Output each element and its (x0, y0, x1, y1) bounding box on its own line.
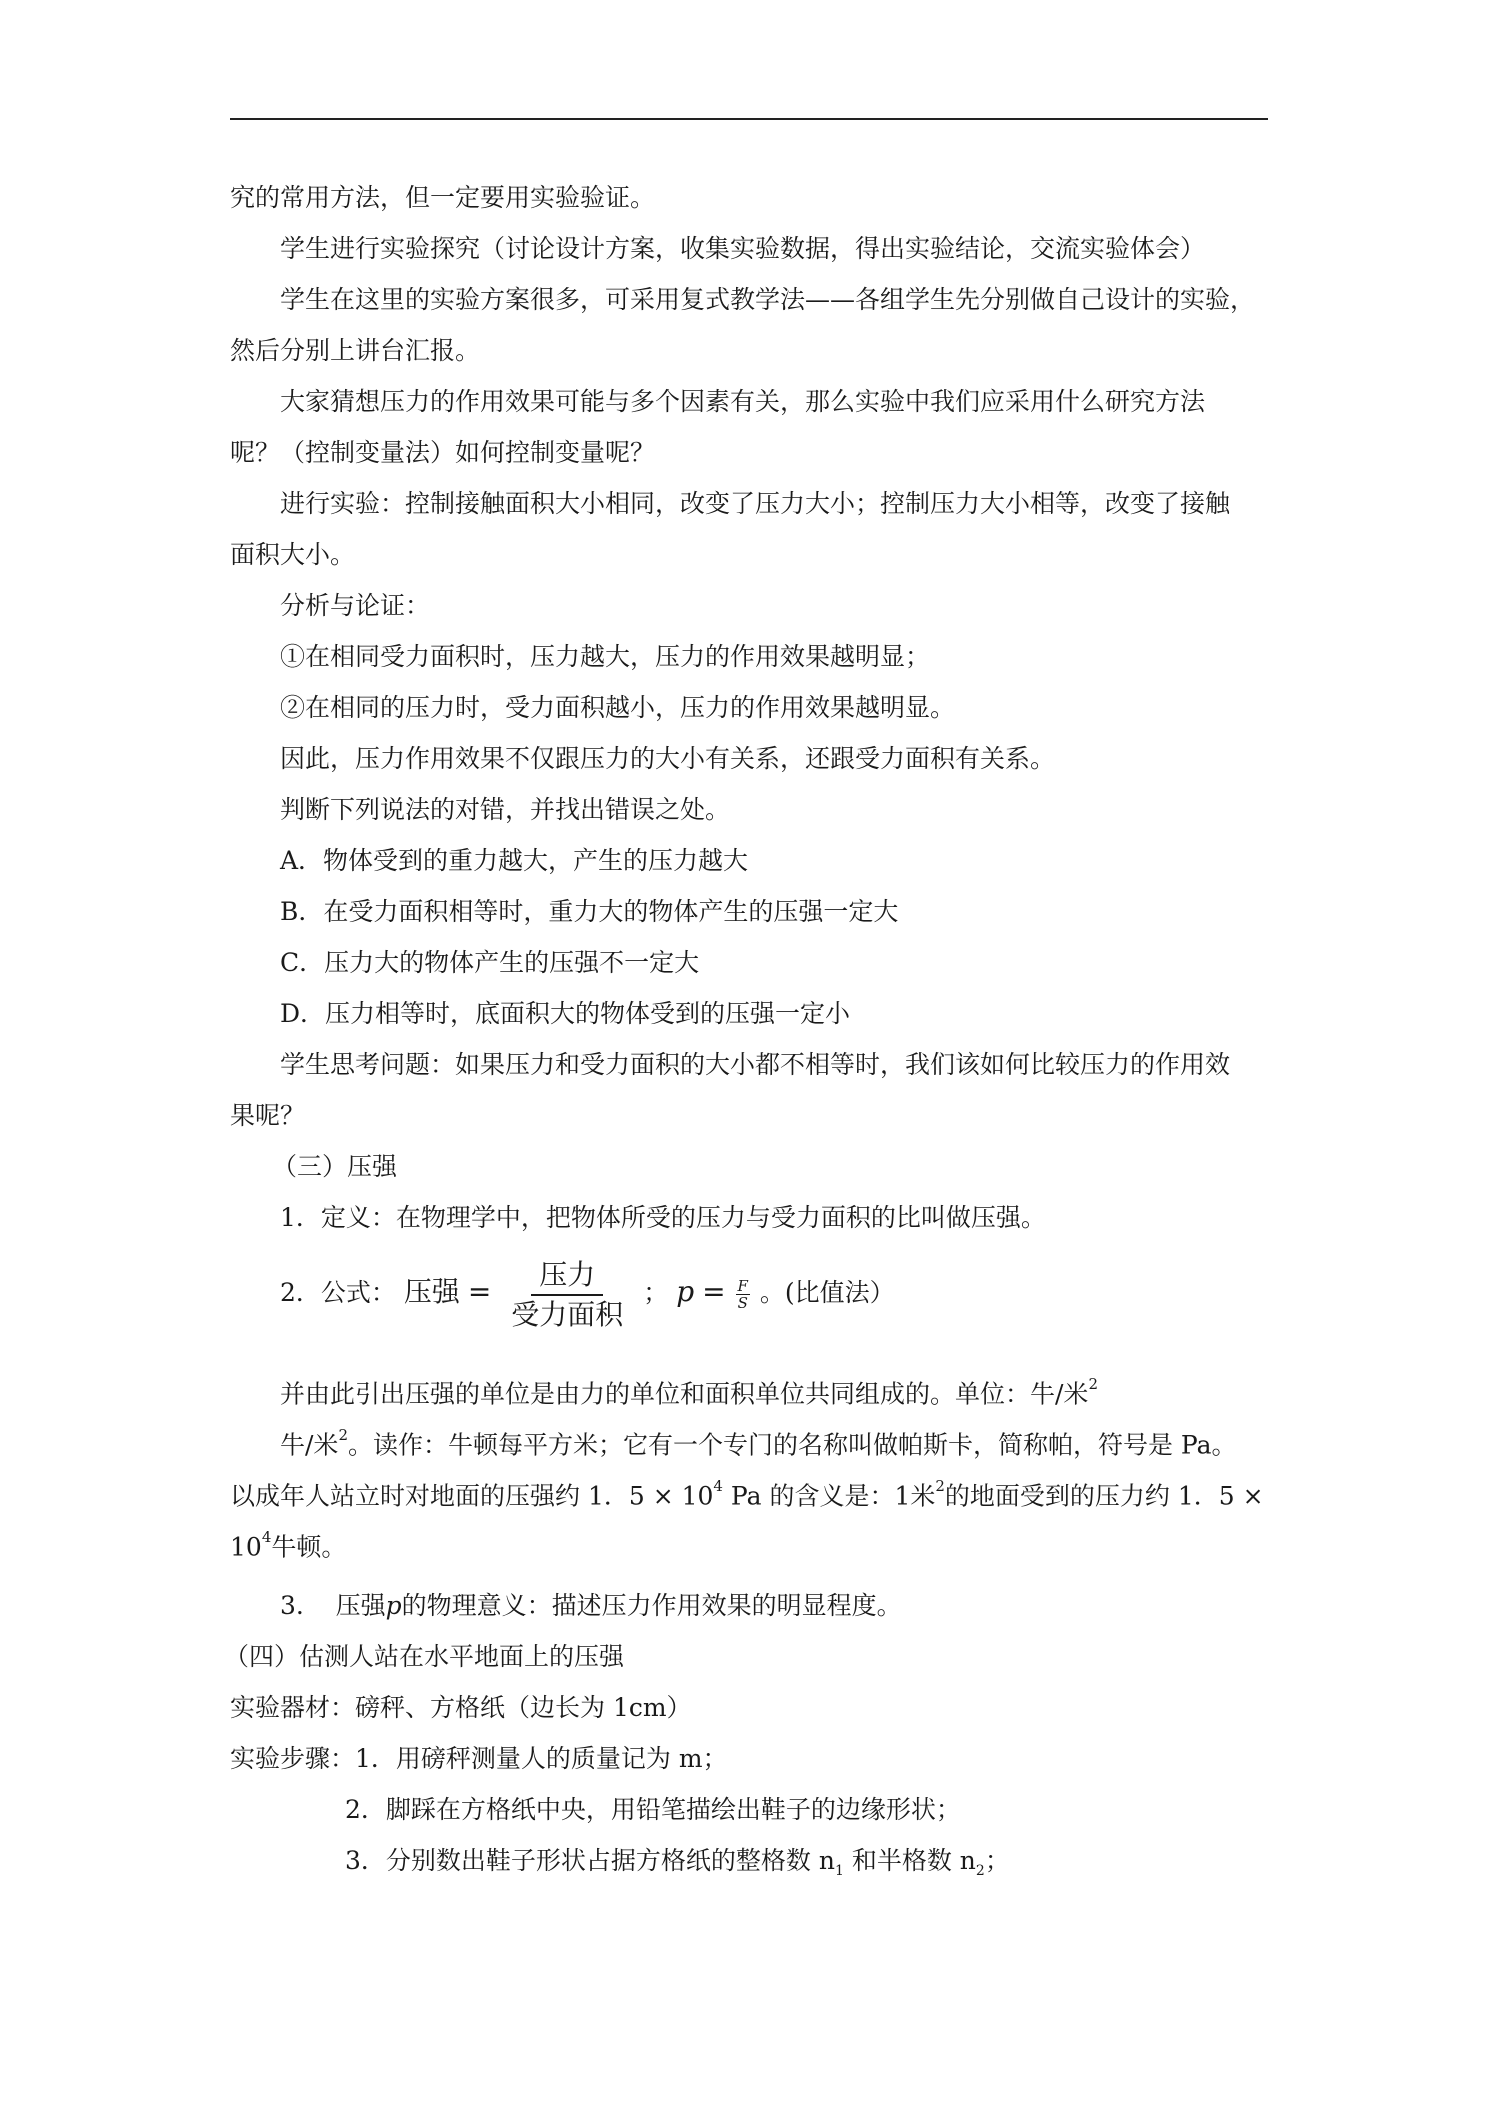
formula-S: S (737, 1294, 748, 1312)
step-line: 实验步骤：1．用磅秤测量人的质量记为 m； (230, 1744, 728, 1773)
step-line: 2．脚踩在方格纸中央，用铅笔描绘出鞋子的边缘形状； (345, 1795, 961, 1824)
list-item: ①在相同受力面积时，压力越大，压力的作用效果越明显； (280, 642, 931, 671)
paragraph-line: 面积大小。 (230, 540, 356, 569)
unit-text: 并由此引出压强的单位是由力的单位和面积单位共同组成的。单位：牛/米 (280, 1379, 1089, 1409)
paragraph-line: 然后分别上讲台汇报。 (230, 336, 481, 365)
formula-p: p (676, 1275, 695, 1308)
unit-line (280, 1422, 1270, 1462)
paragraph-line: 实验器材：磅秤、方格纸（边长为 1cm） (230, 1693, 692, 1722)
unit-text: Pa 的含义是：1米 (722, 1481, 936, 1511)
formula-numerator: 压力 (531, 1256, 603, 1296)
superscript: 2 (935, 1477, 945, 1495)
paragraph-line: 学生进行实验探究（讨论设计方案，收集实验数据，得出实验结论，交流实验体会） (280, 234, 1206, 263)
header-rule (230, 118, 1268, 120)
paragraph-line: 呢？（控制变量法）如何控制变量呢？ (230, 438, 656, 467)
meaning-line (280, 1589, 1270, 1623)
formula-prefix: 2．公式： (280, 1278, 396, 1307)
list-item: ②在相同的压力时，受力面积越小，压力的作用效果越明显。 (280, 693, 956, 722)
formula-lhs: 压强 (403, 1275, 460, 1308)
paragraph-line: 学生在这里的实验方案很多，可采用复式教学法——各组学生先分别做自己设计的实验， (280, 285, 1256, 314)
subscript: 2 (975, 1863, 985, 1879)
section-heading: （四）估测人站在水平地面上的压强 (224, 1642, 625, 1671)
option-c: C．压力大的物体产生的压强不一定大 (280, 948, 700, 977)
meaning-text: 3. 压强 (280, 1591, 386, 1620)
option-a: A．物体受到的重力越大，产生的压力越大 (280, 846, 749, 875)
meaning-text: 的物理意义：描述压力作用效果的明显程度。 (401, 1591, 902, 1620)
unit-text: 以成年人站立时对地面的压强约 1．5 × 10 (230, 1481, 714, 1511)
superscript: 2 (1088, 1375, 1098, 1393)
step-text: ； (984, 1846, 1010, 1875)
paragraph-line: 果呢？ (230, 1101, 306, 1130)
superscript: 2 (338, 1426, 348, 1444)
paragraph-line: 大家猜想压力的作用效果可能与多个因素有关，那么实验中我们应采用什么研究方法 (280, 387, 1206, 416)
unit-text: 牛顿。 (271, 1532, 347, 1562)
formula-fraction (503, 1256, 631, 1334)
step-text: 3．分别数出鞋子形状占据方格纸的整格数 n (345, 1846, 835, 1875)
formula-suffix: 。(比值法） (759, 1278, 895, 1307)
formula-eq: = (467, 1275, 492, 1308)
superscript: 4 (261, 1528, 272, 1546)
formula-F: F (737, 1277, 748, 1295)
meaning-symbol: p (385, 1591, 402, 1620)
formula-eq2: = (702, 1275, 726, 1308)
formula-separator: ； (643, 1278, 669, 1307)
unit-text: 10 (230, 1532, 262, 1562)
step-text: 和半格数 n (843, 1846, 976, 1875)
paragraph-line: 因此，压力作用效果不仅跟压力的大小有关系，还跟受力面积有关系。 (280, 744, 1056, 773)
unit-line (280, 1371, 1270, 1411)
unit-text: 。读作：牛顿每平方米；它有一个专门的名称叫做帕斯卡，简称帕，符号是 Pa。 (347, 1430, 1237, 1460)
paragraph-line: 判断下列说法的对错，并找出错误之处。 (280, 795, 731, 824)
paragraph-line: 进行实验：控制接触面积大小相同，改变了压力大小；控制压力大小相等，改变了接触 (280, 489, 1231, 518)
superscript: 4 (713, 1477, 723, 1495)
option-d: D．压力相等时，底面积大的物体受到的压强一定小 (280, 999, 851, 1028)
unit-text: 的地面受到的压力约 1．5 × (944, 1481, 1264, 1511)
formula-denominator: 受力面积 (511, 1297, 624, 1331)
unit-line (230, 1524, 1270, 1564)
step-line (345, 1844, 1270, 1888)
unit-line (230, 1473, 1270, 1513)
paragraph-line: 究的常用方法，但一定要用实验验证。 (230, 183, 656, 212)
formula-small-fraction (736, 1278, 750, 1311)
subscript: 1 (834, 1863, 844, 1879)
formula-line (280, 1252, 1270, 1332)
paragraph-line: 学生思考问题：如果压力和受力面积的大小都不相等时，我们该如何比较压力的作用效 (280, 1050, 1231, 1079)
unit-text: 牛/米 (280, 1430, 339, 1460)
section-heading: （三）压强 (272, 1152, 398, 1181)
definition-line: 1．定义：在物理学中，把物体所受的压力与受力面积的比叫做压强。 (280, 1203, 1046, 1232)
paragraph-line: 分析与论证： (280, 591, 431, 620)
option-b: B．在受力面积相等时，重力大的物体产生的压强一定大 (280, 897, 899, 926)
